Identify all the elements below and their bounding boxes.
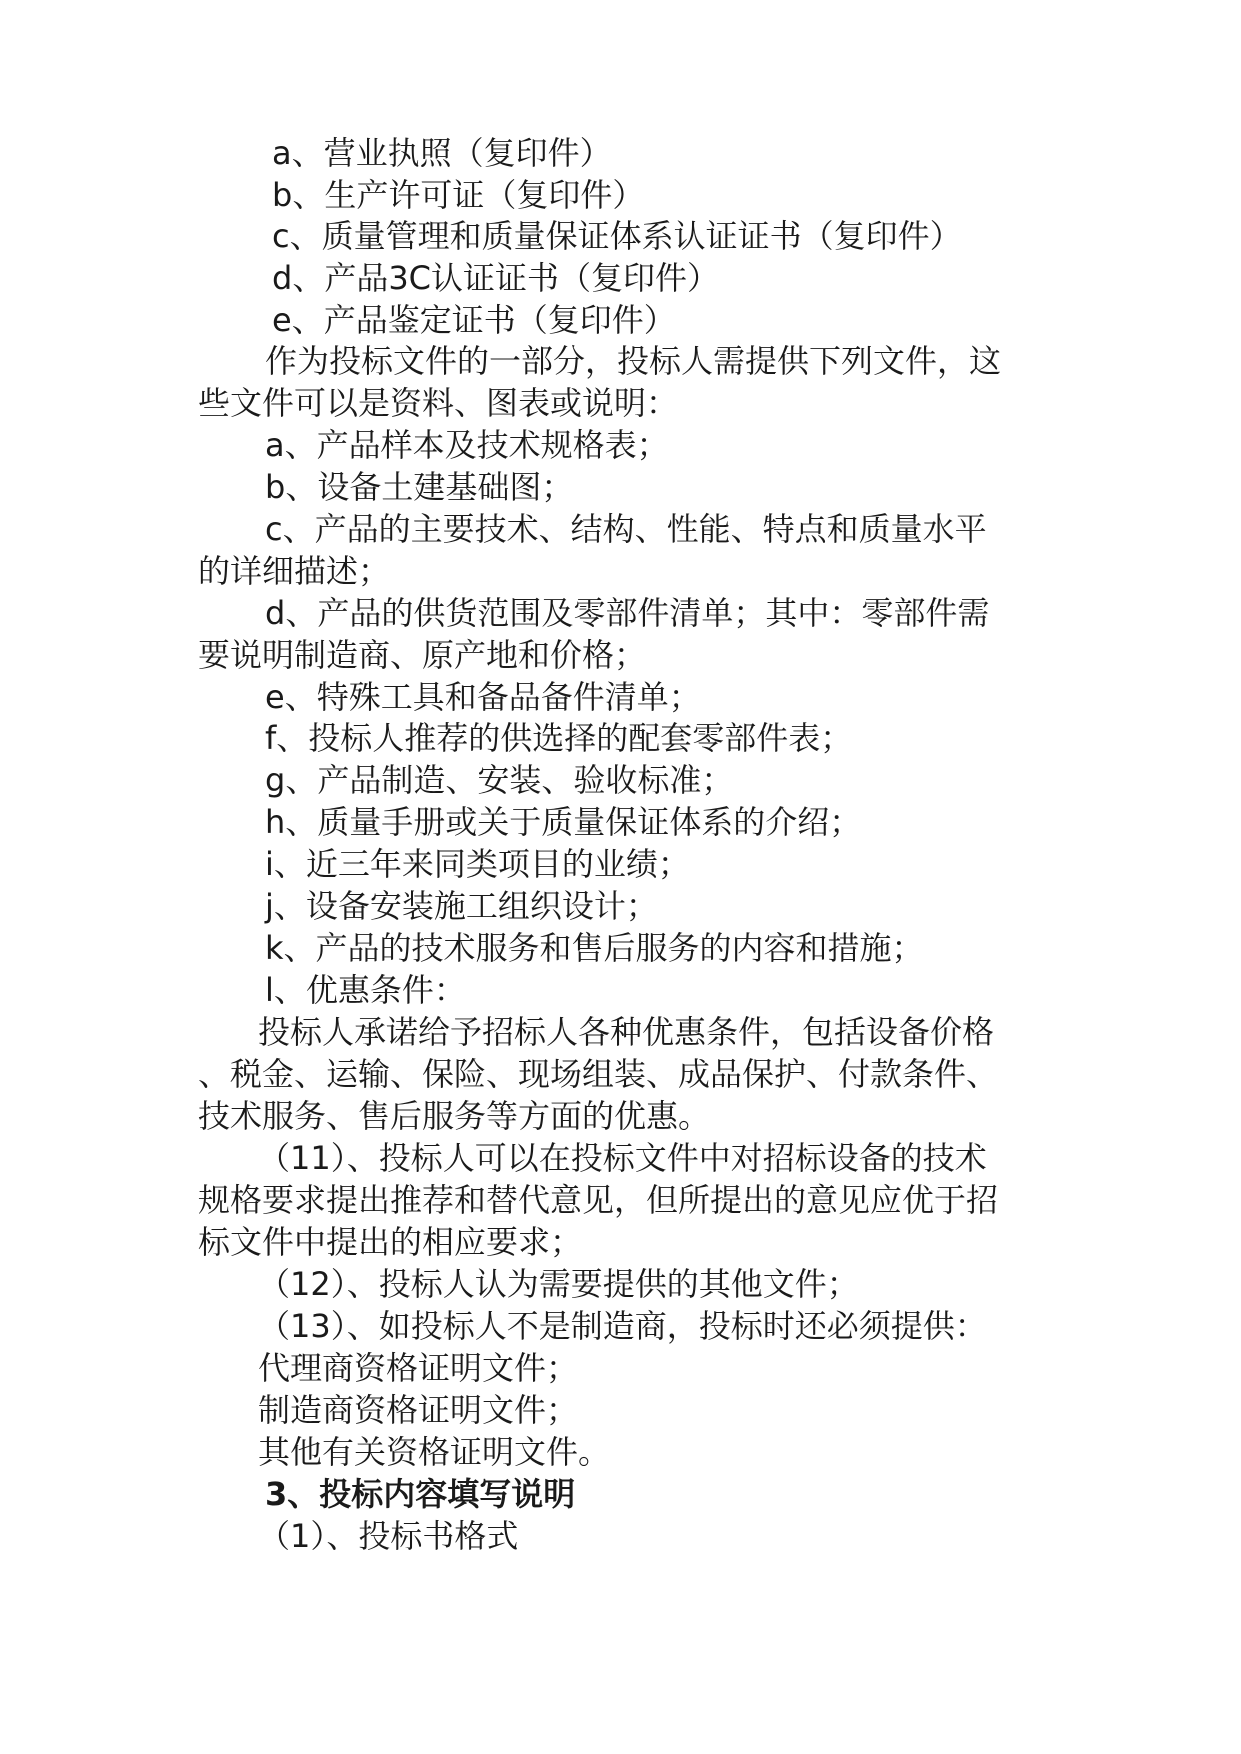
paragraph-line: 投标人承诺给予招标人各种优惠条件，包括设备价格 [258, 1013, 995, 1051]
paragraph-line: 、税金、运输、保险、现场组装、成品保护、付款条件、 [198, 1055, 999, 1093]
paragraph-line: （13）、如投标人不是制造商，投标时还必须提供： [258, 1307, 987, 1345]
text-line: e、产品鉴定证书（复印件） [272, 301, 676, 339]
list-item: i、近三年来同类项目的业绩； [265, 845, 690, 883]
list-item: c、产品的主要技术、结构、性能、特点和质量水平 [265, 510, 987, 548]
paragraph-line: 规格要求提出推荐和替代意见，但所提出的意见应优于招 [198, 1181, 999, 1219]
list-item-continuation: 的详细描述； [198, 552, 391, 590]
list-item: l、优惠条件： [265, 971, 466, 1009]
paragraph-line: 制造商资格证明文件； [258, 1391, 579, 1429]
text-line: d、产品3C认证证书（复印件） [272, 259, 720, 297]
paragraph-line: （12）、投标人认为需要提供的其他文件； [258, 1265, 859, 1303]
list-item: f、投标人推荐的供选择的配套零部件表； [265, 719, 853, 757]
list-item: h、质量手册或关于质量保证体系的介绍； [265, 803, 862, 841]
list-item: b、设备土建基础图； [265, 468, 574, 506]
list-item: e、特殊工具和备品备件清单； [265, 678, 701, 716]
list-item: k、产品的技术服务和售后服务的内容和措施； [265, 929, 924, 967]
paragraph-line: 代理商资格证明文件； [258, 1349, 579, 1387]
paragraph-line: 标文件中提出的相应要求； [198, 1223, 583, 1261]
section-heading: 3、投标内容填写说明 [265, 1475, 576, 1513]
subsection-heading: （1）、投标书格式 [258, 1517, 519, 1555]
paragraph-line: 些文件可以是资料、图表或说明： [198, 384, 679, 422]
paragraph-line: 其他有关资格证明文件。 [258, 1433, 611, 1471]
list-item: a、产品样本及技术规格表； [265, 426, 669, 464]
list-item: g、产品制造、安装、验收标准； [265, 761, 734, 799]
text-line: b、生产许可证（复印件） [272, 176, 645, 214]
paragraph-line: 作为投标文件的一部分，投标人需提供下列文件，这 [265, 342, 1002, 380]
list-item: j、设备安装施工组织设计； [265, 887, 658, 925]
list-item: d、产品的供货范围及零部件清单；其中：零部件需 [265, 594, 990, 632]
paragraph-line: 技术服务、售后服务等方面的优惠。 [198, 1097, 711, 1135]
paragraph-line: （11）、投标人可以在投标文件中对招标设备的技术 [258, 1139, 987, 1177]
list-item-continuation: 要说明制造商、原产地和价格； [198, 636, 647, 674]
text-line: a、营业执照（复印件） [272, 134, 612, 172]
text-line: c、质量管理和质量保证体系认证证书（复印件） [272, 217, 962, 255]
